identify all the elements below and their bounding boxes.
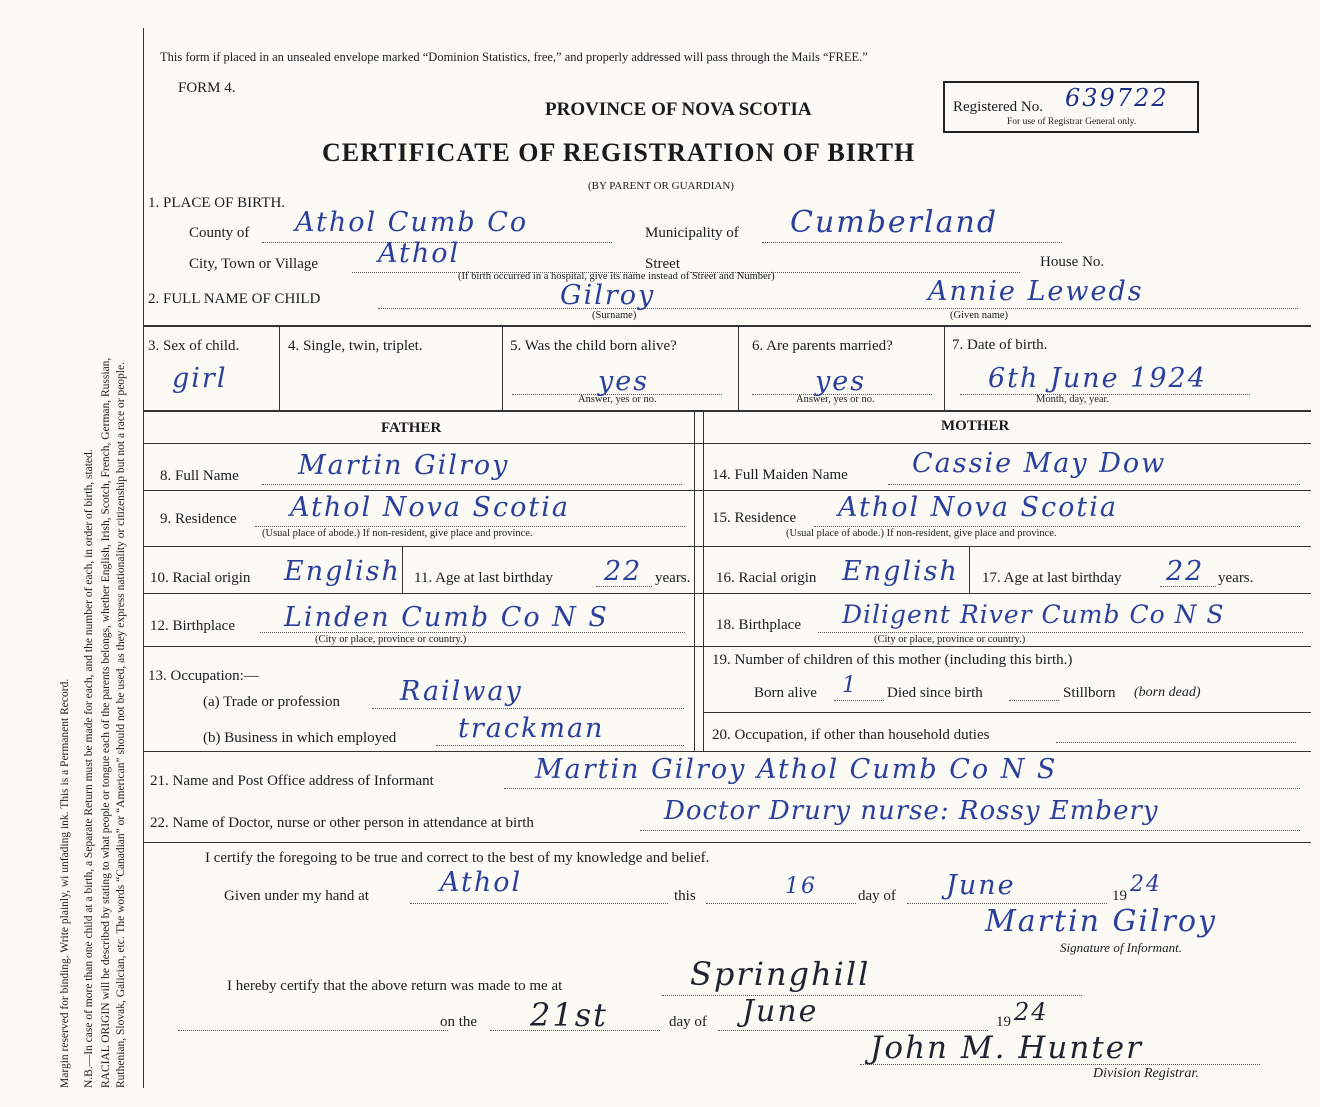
plurality-label: 4. Single, twin, triplet. [288,338,423,354]
mother-heading: MOTHER [941,418,1010,434]
doctor-value: Doctor Drury nurse: Rossy Embery [664,796,1159,826]
informant-label: 21. Name and Post Office address of Informant [150,773,434,789]
doctor-label: 22. Name of Doctor, nurse or other person in attendance at birth [150,815,534,831]
mother-name-value: Cassie May Dow [912,448,1167,479]
certify-statement: I certify the foregoing to be true and correct to the best of my knowledge and belief. [205,850,710,866]
mother-age-label: 17. Age at last birthday [982,570,1122,586]
born-alive-count-label: Born alive [754,685,817,701]
birth-date-value: 6th June 1924 [988,363,1207,394]
mother-birthplace-value: Diligent River Cumb Co N S [842,600,1225,629]
registrar-signature: John M. Hunter [870,1030,1143,1066]
registrar-day-value: 21st [530,996,608,1034]
mother-racial-value: English [842,556,959,587]
mother-occupation-label: 20. Occupation, if other than household duties [712,727,990,743]
registrar-year-prefix: 19 [996,1014,1011,1030]
trade-value: Railway [400,676,523,707]
born-alive-label: 5. Was the child born alive? [510,338,677,354]
died-label: Died since birth [887,685,983,701]
business-label: (b) Business in which employed [203,730,397,746]
registered-label: Registered No. [953,99,1043,115]
father-birthplace-value: Linden Cumb Co N S [284,602,609,633]
province-heading: PROVINCE OF NOVA SCOTIA [545,99,812,120]
mother-racial-label: 16. Racial origin [716,570,817,586]
given-month-value: June [946,870,1016,901]
surname-label: (Surname) [592,310,637,321]
given-year-prefix: 19 [1112,888,1127,904]
child-given-name: Annie Leweds [928,276,1144,307]
hospital-note: (If birth occurred in a hospital, give its name instead of Street and Number) [458,271,775,282]
born-alive-value: yes [598,366,650,397]
this-label: this [674,888,696,904]
certificate-title: CERTIFICATE OF REGISTRATION OF BIRTH [322,138,916,167]
father-residence-label: 9. Residence [160,511,237,527]
registrar-title: Division Registrar. [1093,1066,1199,1081]
birth-date-label: 7. Date of birth. [952,337,1048,353]
given-under-label: Given under my hand at [224,888,369,904]
registered-number: 639722 [1065,84,1169,112]
father-heading: FATHER [381,420,442,436]
registrar-place-value: Springhill [690,955,871,993]
answer-note-6: Answer, yes or no. [796,394,875,405]
father-racial-value: English [284,556,401,587]
given-place-value: Athol [440,867,523,898]
municipality-value: Cumberland [790,205,999,240]
father-residence-note: (Usual place of abode.) If non-resident, give place and province. [262,528,533,539]
certificate-subtitle: (BY PARENT OR GUARDIAN) [588,180,734,192]
city-value: Athol [378,238,461,269]
answer-note-5: Answer, yes or no. [578,394,657,405]
mother-name-label: 14. Full Maiden Name [712,467,848,483]
informant-signature: Martin Gilroy [985,904,1217,939]
trade-label: (a) Trade or profession [203,694,341,710]
born-alive-count-value: 1 [842,673,858,698]
mother-birthplace-note: (City or place, province or country.) [874,634,1026,645]
father-years: years. [655,570,691,586]
stillborn-note: (born dead) [1134,685,1201,700]
mother-birthplace-label: 18. Birthplace [716,617,801,633]
father-birthplace-note: (City or place, province or country.) [315,634,467,645]
sex-label: 3. Sex of child. [148,338,240,354]
given-day-of-label: day of [858,888,896,904]
nb-note: N.B.—In case of more than one child at a birth, a Separate Return must be made for each, and the number of each, in order of birth, stated. [83,449,95,1088]
given-name-label: (Given name) [950,310,1009,321]
father-birthplace-label: 12. Birthplace [150,618,235,634]
date-format-note: Month, day, year. [1036,394,1110,405]
racial-origin-note-2: Ruthenian, Slovak, Galician, etc. The words “Canadian” or “American” should not be used, as they express nationality or citizenship but not a race or people. [115,362,127,1088]
postal-notice: This form if placed in an unsealed envelope marked “Dominion Statistics, free,” and properly addressed will pass through the Mails “FREE.” [160,50,868,64]
margin-note: Margin reserved for binding. Write plainly, wi unfading ink. This is a Permanent Record. [59,678,71,1088]
stillborn-label: Stillborn [1063,685,1116,701]
parents-married-label: 6. Are parents married? [752,338,893,354]
father-residence-value: Athol Nova Scotia [290,492,571,523]
registrar-month-value: June [742,994,819,1029]
parents-married-value: yes [815,366,867,397]
mother-residence-note: (Usual place of abode.) If non-resident, give place and province. [786,528,1057,539]
given-year-value: 24 [1130,872,1162,897]
registrar-note: For use of Registrar General only. [1007,117,1137,127]
city-label: City, Town or Village [189,256,319,272]
mother-residence-value: Athol Nova Scotia [838,492,1119,523]
child-surname: Gilroy [560,280,656,311]
place-heading: 1. PLACE OF BIRTH. [148,195,286,211]
mother-age-value: 22 [1166,556,1205,587]
informant-signature-label: Signature of Informant. [1060,940,1182,955]
form-number: FORM 4. [178,80,236,96]
on-the-label: on the [440,1014,478,1030]
municipality-label: Municipality of [645,225,739,241]
racial-origin-note-1: RACIAL ORIGIN will be described by stating to what people or tongue each of the parents belongs, whether English, Irish, Scotch, French, German, Russian, [100,357,112,1088]
informant-value: Martin Gilroy Athol Cumb Co N S [535,754,1058,785]
margin-line [143,28,144,1088]
father-age-label: 11. Age at last birthday [414,570,553,586]
registrar-statement: I hereby certify that the above return was made to me at [227,978,563,994]
given-day-value: 16 [785,874,817,899]
house-label: House No. [1040,254,1105,270]
occupation-label: 13. Occupation:— [148,668,259,684]
sex-value: girl [172,363,228,394]
street-label: Street [645,256,680,272]
registrar-year-value: 24 [1014,998,1049,1026]
children-count-label: 19. Number of children of this mother (including this birth.) [712,652,1073,668]
business-value: trackman [458,713,605,744]
father-name-label: 8. Full Name [160,468,239,484]
child-name-label: 2. FULL NAME OF CHILD [148,291,321,307]
county-label: County of [189,225,250,241]
father-age-value: 22 [604,556,643,587]
registrar-day-of-label: day of [669,1014,707,1030]
mother-residence-label: 15. Residence [712,510,797,526]
father-racial-label: 10. Racial origin [150,570,251,586]
mother-years: years. [1218,570,1254,586]
county-value: Athol Cumb Co [295,207,529,238]
registration-box [943,81,1199,133]
father-name-value: Martin Gilroy [298,450,510,481]
